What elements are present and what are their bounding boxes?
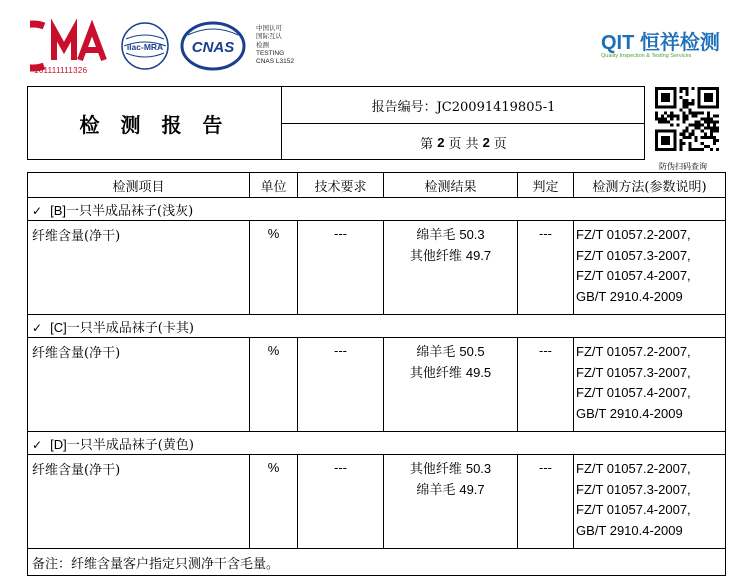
table-header-row	[28, 173, 726, 198]
column-header: 检测项目	[28, 173, 250, 198]
requirement-cell: ---	[298, 338, 384, 432]
cnas-line: CNAS L3152	[256, 58, 294, 66]
fiber-value: 50.3	[459, 227, 485, 242]
check-icon: ✓	[32, 320, 43, 335]
qit-mark: QIT	[601, 32, 635, 54]
sample-group-cell	[28, 432, 726, 455]
unit-cell: %	[250, 338, 298, 432]
table-row	[28, 338, 726, 432]
fiber-label: 其他纤维	[409, 462, 462, 477]
qr-code-icon[interactable]	[655, 87, 719, 151]
cma-number: 161111111326	[34, 66, 88, 75]
method-line: FZ/T 01057.3-2007,	[576, 247, 691, 263]
method-cell	[574, 221, 726, 315]
page-total: 2	[482, 134, 490, 150]
cnas-line: 国际互认	[256, 33, 282, 41]
cnas-line: 检测	[256, 41, 269, 49]
sample-code: [C]	[50, 319, 67, 335]
fiber-value: 50.3	[465, 461, 492, 476]
method-cell	[574, 338, 726, 432]
fiber-label: 其他纤维	[409, 366, 462, 381]
page-suffix: 页	[493, 136, 507, 152]
judgement-cell: ---	[518, 221, 574, 315]
requirement-cell: ---	[298, 221, 384, 315]
sample-group-cell	[28, 198, 726, 221]
report-title: 检 测 报 告	[79, 112, 230, 137]
method-line: FZ/T 01057.4-2007,	[576, 268, 691, 283]
method-line: GB/T 2910.4-2009	[576, 522, 683, 538]
qit-logo	[601, 26, 720, 55]
page-indicator	[282, 124, 645, 160]
sample-group-row	[28, 198, 726, 221]
result-cell	[384, 455, 518, 549]
method-line: FZ/T 01057.3-2007,	[576, 364, 691, 380]
judgement-cell: ---	[518, 455, 574, 549]
fiber-label: 绵羊毛	[416, 228, 456, 243]
requirement-cell: ---	[298, 455, 384, 549]
method-line: FZ/T 01057.4-2007,	[576, 385, 691, 400]
result-cell	[384, 338, 518, 432]
qit-tagline: Quality Inspection & Testing Services	[601, 53, 692, 59]
column-header: 检测结果	[384, 173, 518, 198]
method-cell	[574, 455, 726, 549]
result-line	[384, 480, 517, 501]
judgement-cell: ---	[518, 338, 574, 432]
qr-caption: 防伪扫码查询	[659, 162, 707, 171]
sample-name: 一只半成品袜子(卡其)	[66, 320, 194, 336]
result-line	[384, 459, 517, 480]
table-row	[28, 221, 726, 315]
fiber-value: 49.7	[465, 248, 492, 263]
unit-cell: %	[250, 455, 298, 549]
cnas-line: TESTING	[256, 49, 285, 57]
note-row	[28, 549, 726, 576]
sample-name: 一只半成品袜子(浅灰)	[66, 203, 194, 219]
method-line: FZ/T 01057.3-2007,	[576, 481, 691, 497]
test-item: 纤维含量(净干)	[28, 338, 250, 432]
column-header: 单位	[250, 173, 298, 198]
qit-name: 恒祥检测	[639, 32, 720, 54]
fiber-value: 50.5	[459, 344, 485, 359]
sample-group-row	[28, 432, 726, 455]
fiber-label: 其他纤维	[409, 249, 462, 264]
cnas-logo	[180, 21, 246, 71]
column-header: 检测方法(参数说明)	[574, 173, 726, 198]
method-line: GB/T 2910.4-2009	[576, 288, 683, 304]
method-line: GB/T 2910.4-2009	[576, 405, 683, 421]
result-line	[384, 342, 517, 363]
results-table	[27, 172, 726, 576]
check-icon: ✓	[32, 437, 43, 452]
fiber-value: 49.5	[465, 365, 492, 380]
page-current: 2	[437, 134, 445, 150]
page-prefix: 第	[420, 136, 434, 152]
column-header: 判定	[518, 173, 574, 198]
fiber-label: 绵羊毛	[416, 345, 456, 360]
method-line: FZ/T 01057.2-2007,	[576, 461, 691, 476]
sample-code: [D]	[50, 436, 67, 452]
page-mid: 页 共	[448, 136, 479, 152]
method-line: FZ/T 01057.4-2007,	[576, 502, 691, 517]
cnas-accreditation-text	[256, 25, 294, 66]
note-text: 备注：纤维含量客户指定只测净干含毛量。	[28, 549, 726, 576]
table-row	[28, 455, 726, 549]
test-item: 纤维含量(净干)	[28, 455, 250, 549]
result-line	[384, 363, 517, 384]
sample-group-row	[28, 315, 726, 338]
fiber-value: 49.7	[459, 482, 485, 497]
result-line	[384, 225, 517, 246]
report-number: 报告编号：JC20091419805-1	[371, 99, 556, 115]
sample-code: [B]	[50, 202, 67, 218]
cnas-text: CNAS	[191, 39, 235, 56]
cnas-line: 中国认可	[256, 25, 282, 32]
sample-group-cell	[28, 315, 726, 338]
test-item: 纤维含量(净干)	[28, 221, 250, 315]
unit-cell: %	[250, 221, 298, 315]
result-cell	[384, 221, 518, 315]
method-line: FZ/T 01057.2-2007,	[576, 344, 691, 359]
check-icon: ✓	[32, 203, 43, 218]
result-line	[384, 246, 517, 267]
fiber-label: 绵羊毛	[416, 483, 456, 498]
sample-name: 一只半成品袜子(黄色)	[66, 437, 194, 453]
ilac-mra-logo	[120, 21, 170, 71]
column-header: 技术要求	[298, 173, 384, 198]
method-line: FZ/T 01057.2-2007,	[576, 227, 691, 242]
ilac-text: ilac-MRA	[126, 42, 164, 52]
